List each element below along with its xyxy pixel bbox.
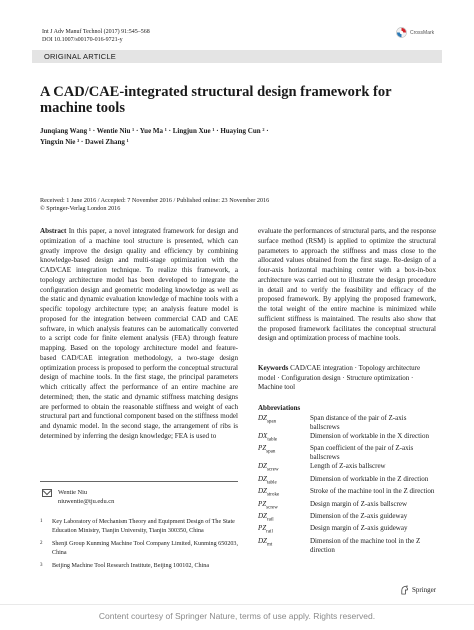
journal-citation: Int J Adv Manuf Technol (2017) 91:545–568 (42, 29, 150, 35)
abstract-left-column (40, 227, 238, 442)
abbreviation-description: Length of Z-axis ballscrew (310, 462, 386, 471)
envelope-icon (42, 489, 52, 497)
authors-line: Junqiang Wang ¹ · Wentie Niu ¹ · Yue Ma ¹ · Lingjun Xue ¹ · Huaying Cun ² · (40, 127, 269, 135)
symbol-base: DZ (258, 536, 267, 545)
affiliation-number: 3 (40, 563, 43, 568)
springer-logo (400, 585, 436, 595)
affiliation-item (40, 562, 238, 571)
abbreviation-symbol (258, 414, 310, 432)
abbreviation-symbol (258, 475, 310, 487)
abbreviation-row (258, 475, 436, 487)
abbreviation-description: Dimension of worktable in the Z direction (310, 474, 429, 483)
abbreviation-description: Design margin of Z-axis ballscrew (310, 499, 408, 508)
symbol-base: DZ (258, 487, 267, 496)
abbreviation-symbol (258, 537, 310, 555)
symbol-base: DZ (258, 414, 267, 422)
abstract-label: Abstract (40, 227, 67, 235)
symbol-base: DX (258, 432, 268, 440)
abbreviation-symbol (258, 524, 310, 536)
symbol-subscript: table (266, 480, 277, 486)
keywords-label: Keywords (258, 364, 289, 372)
symbol-subscript: span (266, 419, 277, 425)
abbreviation-symbol (258, 444, 310, 462)
symbol-subscript: rail (266, 529, 273, 535)
abbreviation-description: Span distance of the pair of Z-axis ballscrews (310, 414, 407, 431)
abbreviation-symbol (258, 462, 310, 474)
corresponding-author (42, 488, 114, 506)
abbreviation-description: Design margin of Z-axis guideway (310, 524, 408, 533)
affiliation-item (40, 518, 238, 535)
copyright: © Springer-Verlag London 2016 (40, 205, 121, 212)
article-title: A CAD/CAE-integrated structural design framework for machine tools (40, 84, 392, 116)
footer-notice: Content courtesy of Springer Nature, terms of use apply. Rights reserved. (98, 611, 376, 621)
abbreviation-row (258, 537, 436, 555)
abbreviation-row (258, 414, 436, 432)
symbol-subscript: screw (266, 504, 278, 510)
symbol-base: DZ (258, 511, 267, 520)
abstract-text: In this paper, a novel integrated framework for design and optimization of a machine tool structure is presented, which can greatly improve the design quality and efficiency by combining knowledge-based design and multi-stage optimization with the CAD/CAE integration technique. To realize this framework, a topology architecture model has been developed to integrate the configuration design and geometric modeling knowledge as well as the static and dynamic evaluation knowledge of machine tools with a specific topology architecture type; an analysis feature model is proposed for the integration between commercial CAD and CAE software, in which analysis features can be automatically converted to a script code for finite element analysis (FEA) through feature mapping. Based on the topology architecture model and feature-based CAD/CAE integration methodology, a two-stage design optimization process is proposed to perform the conceptual structural design of machine tools. In the first stage, the principal parameters which critically affect the performance of an entire machine are determined; then, the static and dynamic stiffness matching designs are performed to obtain the reasonable stiffness and weight of each structural part and functional component based on the stiffness model and dynamic model. In the second stage, the arrangement of ribs is determined by inferring the design knowledge; FEA is used to (40, 227, 238, 440)
abbreviation-description: Span coefficient of the pair of Z-axis ballscrews (310, 444, 414, 462)
footnote-divider (40, 481, 238, 482)
abstract-right-column: evaluate the performances of structural parts, and the response surface method (RSM) is applied to optimize the structural parameters to approach the stiffness and mass close to the allocated values obtained from the first stage. Re-design of a four-axis horizontal machining center with a box-in-box architecture was carried out to illustrate the design procedure in detail and to verify the feasibility and efficacy of the proposed framework. By applying the proposed framework, the total weight of the entire machine is minimized while sufficient stiffness is maintained. The results also show that the proposed framework facilitates the conceptual structural design and optimization process of machine tools. (258, 227, 436, 343)
affiliation-text: Beijing Machine Tool Research Institute, Beijing 100102, China (52, 563, 210, 569)
journal-reference (42, 28, 150, 44)
crossmark-icon (396, 27, 407, 38)
doi[interactable]: DOI 10.1007/s00170-016-9721-y (42, 37, 123, 43)
abbreviation-row (258, 500, 436, 512)
symbol-subscript: rail (266, 517, 274, 523)
abbreviation-description: Stroke of the machine tool in the Z direction (310, 487, 435, 496)
abbreviation-description: Dimension of worktable in the X direction (310, 432, 429, 440)
symbol-base: DZ (258, 462, 267, 471)
abbreviation-symbol (258, 487, 310, 499)
affiliation-number: 2 (40, 541, 43, 546)
affiliation-text: Shenji Group Kunming Machine Tool Company Limited, Kunming 650203, China (52, 541, 238, 556)
symbol-subscript: span (266, 449, 276, 455)
abbreviation-description: Dimension of the machine tool in the Z direction (310, 536, 421, 554)
abbreviations-heading: Abbreviations (258, 404, 301, 412)
crossmark-badge[interactable] (396, 27, 434, 38)
symbol-base: DZ (258, 474, 267, 483)
abbreviations-table (258, 414, 436, 555)
abbreviation-description: Dimension of the Z-axis guideway (310, 511, 408, 520)
abbreviation-symbol (258, 512, 310, 524)
affiliation-number: 1 (40, 519, 43, 524)
abbreviation-row (258, 444, 436, 462)
contact-email[interactable]: niuwentie@tju.edu.cn (58, 498, 115, 505)
contact-name: Wentie Niu (58, 489, 88, 496)
article-type: ORIGINAL ARTICLE (44, 52, 116, 61)
symbol-subscript: screw (266, 467, 279, 473)
publication-history (40, 197, 440, 213)
abbreviation-row (258, 512, 436, 524)
authors-line: Yingxin Nie ³ · Dawei Zhang ¹ (40, 138, 129, 146)
keywords (258, 364, 436, 393)
affiliation-text: Key Laboratory of Mechanism Theory and Equipment Design of The State Education Ministry, Tianjin University, Tianjin 300350, China (52, 519, 235, 534)
springer-horse-icon (400, 585, 409, 595)
symbol-subscript: stroke (266, 492, 280, 498)
abbreviation-row (258, 487, 436, 499)
publisher-name: Springer (412, 586, 437, 594)
abbreviation-symbol (258, 432, 310, 444)
symbol-subscript: mt (266, 542, 273, 548)
symbol-base: PZ (258, 499, 267, 508)
abbreviation-row (258, 524, 436, 536)
keywords-text: CAD/CAE integration · Topology architecture model · Configuration design · Structure optimization · Machine tool (258, 364, 421, 391)
received-dates: Received: 1 June 2016 / Accepted: 7 November 2016 / Published online: 23 November 2016 (40, 197, 270, 204)
affiliations (40, 518, 238, 576)
symbol-base: PZ (258, 524, 267, 533)
symbol-base: PZ (258, 444, 267, 453)
abbreviations-body (258, 414, 436, 555)
abbreviation-row (258, 462, 436, 474)
abbreviation-row (258, 432, 436, 444)
abbreviation-symbol (258, 500, 310, 512)
affiliation-item (40, 540, 238, 557)
author-list (40, 126, 440, 148)
symbol-subscript: table (267, 437, 278, 443)
crossmark-label: CrossMark (410, 29, 435, 36)
